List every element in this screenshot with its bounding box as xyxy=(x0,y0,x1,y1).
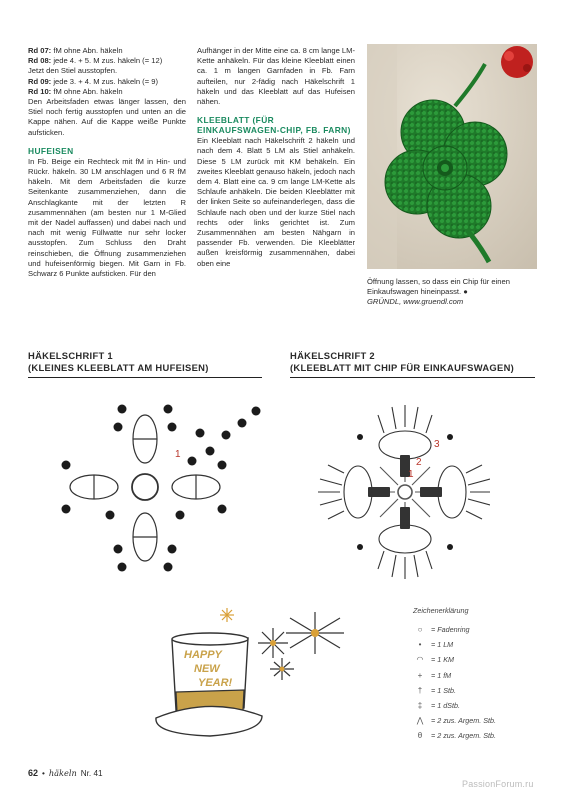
chart-1-marker: 1 xyxy=(175,449,181,460)
legend-item-lm: • = 1 LM xyxy=(413,637,548,652)
legend-item-km: ◠ = 1 KM xyxy=(413,652,548,667)
round-row-note: Jetzt den Stiel ausstopfen. xyxy=(28,66,118,76)
slip-stitch-icon: ◠ xyxy=(416,655,424,665)
paragraph-hufeisen: In Fb. Beige ein Rechteck mit fM in Hin- und Rückr. häkeln. 30 LM anschlagen und 6 R fM häkeln. Mit dem Arbeitsfaden die kurze Seitenkante zusammenziehen, dann die Anschlagkante mit der letzten R zusammennähen (am besten nur 1 M-Glied mit der Nadel auffassen) und dabei nach und nach mit wenig Füllwatte nur sehr locker ausstopfen. Zum Schluss den Draht reinschieben, die Öffnung zusammenziehen und hufeisenförmig biegen. Mit Garn in Fb. Schwarz 6 Punkte aufsticken. Für den xyxy=(28,156,186,279)
section-haekelschrift-1 xyxy=(28,350,262,378)
text-column-2 xyxy=(197,46,355,269)
paragraph-kleeblatt: Ein Kleeblatt nach Häkelschrift 2 häkeln und nach dem 4. Blatt 5 LM als Stiel anhäkeln. Diese 5 LM zurück mit KM behäkeln. Ein zweites Kleeblatt genauso häkeln, jedoch nach dem 4. Blatt eine ca. 9 cm lange LM-Kette als Schlaufe anhäkeln. Die beiden Kleeblätter mit der linken Seite so aufeinanderlegen, dass die Schlaufe nach oben und der kurze Stiel nach rechts oder links gerichtet ist. Zum Zusammennähen am besten Nähgarn in passender Fb. verwenden. Die Kleeblätter außen kreisförmig zusammennähen, dabei oben eine xyxy=(197,136,355,268)
legend-item-stb: † = 1 Stb. xyxy=(413,683,548,698)
dc-cluster-icon: θ xyxy=(417,731,423,741)
caption-text: Öffnung lassen, so dass ein Chip für einen Einkaufswagen hineinpasst. ● xyxy=(367,277,510,297)
legend-item-fadenring: ○ = Fadenring xyxy=(413,622,548,637)
crochet-chart-1 xyxy=(50,395,280,600)
round-row-10: Rd 10: fM ohne Abn. häkeln xyxy=(28,86,123,96)
legend-item-2-zus-stb-a: ⋀ = 2 zus. Argem. Stb. xyxy=(413,713,548,728)
legend-item-dstb: ‡ = 1 dStb. xyxy=(413,698,548,713)
section-1-subtitle: (KLEINES KLEEBLATT AM HUFEISEN) xyxy=(28,361,209,373)
legend-item-2-zus-stb-b: θ = 2 zus. Argem. Stb. xyxy=(413,728,548,743)
symbol-legend xyxy=(413,606,548,744)
chart-2-marker-3: 3 xyxy=(434,439,440,450)
chart-2-marker-1: 1 xyxy=(408,469,414,480)
caption-source: GRÜNDL, www.gruendl.com xyxy=(367,297,464,307)
heading-hufeisen: HUFEISEN xyxy=(28,145,74,156)
footer-bullet: • xyxy=(42,769,45,778)
round-row-7: Rd 07: fM ohne Abn. häkeln xyxy=(28,46,123,55)
page-footer xyxy=(28,768,103,778)
issue-number: Nr. 41 xyxy=(80,769,103,778)
round-row-9: Rd 09: jede 3. + 4. M zus. häkeln (= 9) xyxy=(28,76,159,86)
section-2-subtitle: (KLEEBLATT MIT CHIP FÜR EINKAUFSWAGEN) xyxy=(290,361,515,373)
legend-title: Zeichenerklärung xyxy=(413,606,469,615)
paragraph-aufhaenger: Aufhänger in der Mitte eine ca. 8 cm lange LM-Kette anhäkeln. Für das kleine Kleeblatt einen ca. 1 m langen Garnfaden in Fb. Farn aufteilen, nur 2-fädig nach Häkelschrift 1 häkeln und das Kleeblatt auf das Hufeisen nähen. xyxy=(197,46,355,107)
watermark: PassionForum.ru xyxy=(462,779,534,789)
single-crochet-icon: + xyxy=(417,670,423,680)
hat-text-new: NEW xyxy=(194,663,220,675)
clover-photo xyxy=(367,44,537,269)
chain-stitch-icon: • xyxy=(418,640,422,650)
new-year-hat-illustration xyxy=(150,600,350,755)
heading-kleeblatt: KLEEBLATT (FÜR EINKAUFSWAGEN-CHIP, FB. FARN) xyxy=(197,115,351,136)
hat-text-happy: HAPPY xyxy=(184,649,222,661)
dc2tog-icon: ⋀ xyxy=(416,716,424,726)
crochet-chart-2 xyxy=(300,397,490,592)
paragraph-finish-cap: Den Arbeitsfaden etwas länger lassen, den Stiel noch fertig ausstopfen und unten an die Kappe nähen. Auf die Kappe weiße Punkte aufsticken. xyxy=(28,97,186,137)
treble-crochet-icon: ‡ xyxy=(417,701,423,711)
magazine-name: häkeln xyxy=(48,768,77,778)
text-column-1 xyxy=(28,46,186,279)
photo-caption xyxy=(367,277,537,308)
hat-text-year: YEAR! xyxy=(198,677,233,689)
magic-ring-icon: ○ xyxy=(417,625,423,635)
round-row-8: Rd 08: jede 4. + 5. M zus. häkeln (= 12) xyxy=(28,56,163,66)
section-2-title: HÄKELSCHRIFT 2 xyxy=(290,350,375,361)
chart-2-marker-2: 2 xyxy=(416,457,422,468)
double-crochet-icon: † xyxy=(417,685,423,695)
page-number: 62 xyxy=(28,768,39,778)
legend-item-fm: + = 1 fM xyxy=(413,668,548,683)
section-haekelschrift-2 xyxy=(290,350,535,378)
section-1-title: HÄKELSCHRIFT 1 xyxy=(28,350,113,361)
